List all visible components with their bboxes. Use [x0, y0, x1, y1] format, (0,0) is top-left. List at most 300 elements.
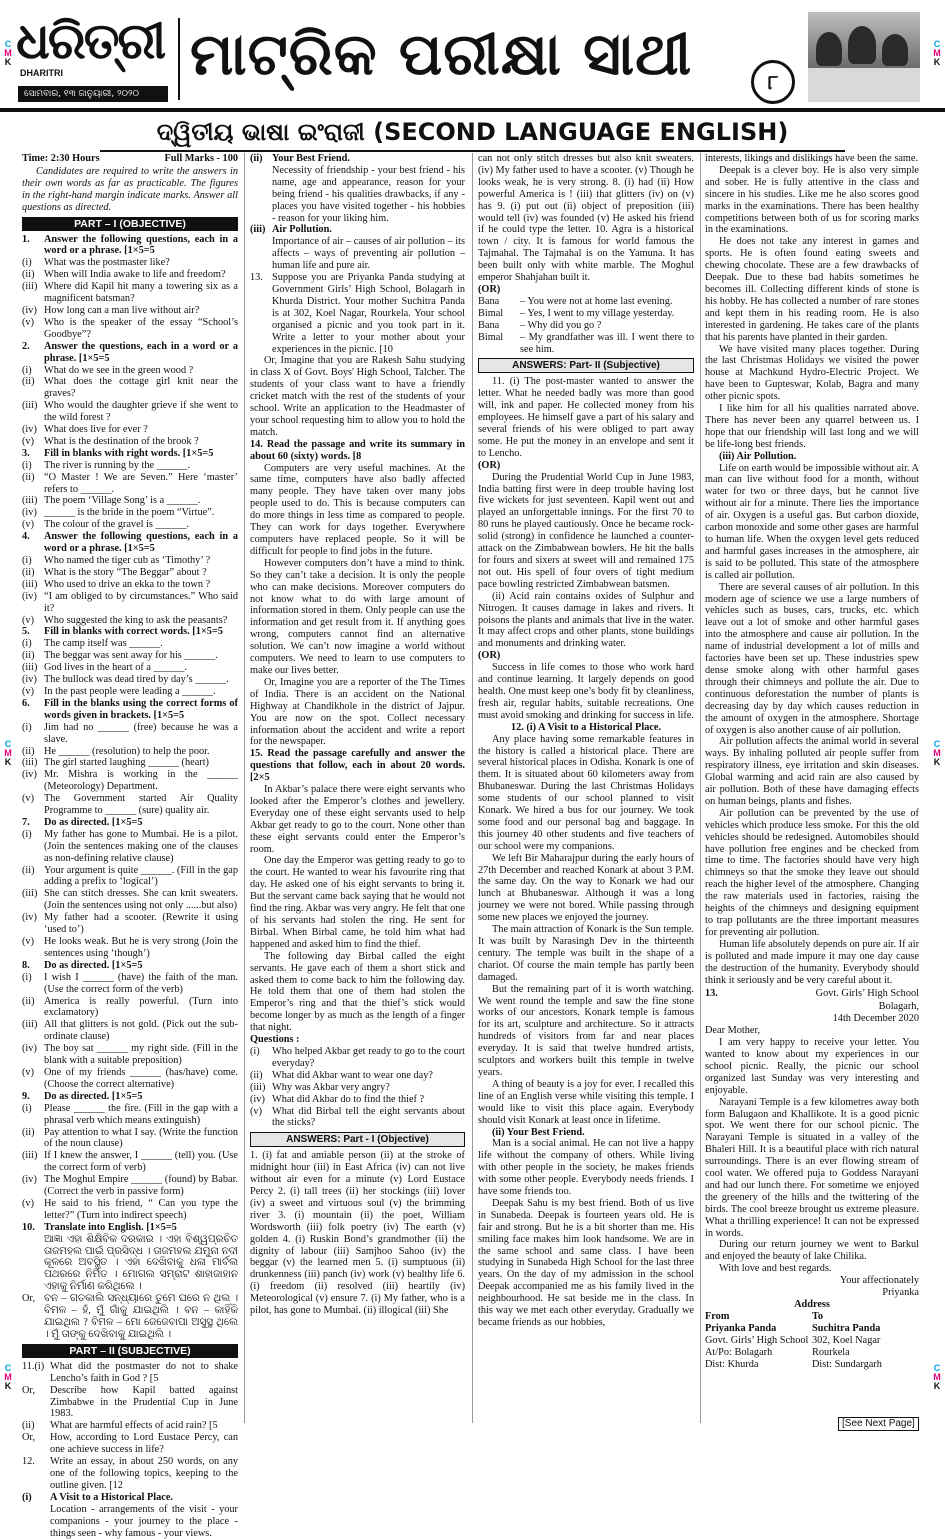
question-item-number: (iv) — [22, 674, 37, 686]
question-item-text: What do we see in the green wood ? — [44, 364, 194, 376]
question-item — [22, 519, 238, 531]
question-item-number: (i) — [22, 971, 32, 983]
question-item-text: Your Best Friend. — [272, 153, 350, 164]
question-item-number: (iii) — [22, 662, 38, 674]
questions-label: Questions : — [250, 1034, 300, 1046]
question-item-text: Please ______ the fire. (Fill in the gap with a phrasal verb which means extinguish) — [44, 1102, 238, 1126]
question-item-number: (i) — [22, 257, 32, 269]
question-item-text: Location - arrangements of the visit - your companions - your journey to the place - things seen - why famous - your views. — [50, 1503, 238, 1539]
question-item-text: The girl started laughing ______ (heart) — [44, 757, 209, 769]
question-item-number: 3. — [22, 447, 30, 459]
comprehension-question-text: Who helped Akbar get ready to go to the court everyday? — [272, 1045, 465, 1069]
to-label: To — [812, 1310, 824, 1322]
question-item — [22, 579, 238, 591]
question-item — [22, 341, 238, 365]
question-item-number: (i) — [22, 364, 32, 376]
question-item-number: Or, — [22, 1432, 36, 1444]
letter-paragraph: I am very happy to receive your letter. You wanted to know about my experiences in our school picnic. Really, the picnic our school organized last Sunday was very interesting and enjoyable. — [705, 1037, 919, 1096]
question-item-text: Jim had no ______ (free) because he was a slave. — [44, 721, 238, 745]
question-item-text: What does the cottage girl knit near the graves? — [44, 376, 238, 400]
question-item — [22, 365, 238, 377]
question-item-number: (iii) — [22, 757, 38, 769]
question-item — [22, 376, 238, 400]
question-item-number: 12. — [22, 1456, 35, 1468]
question-item-text: Do as directed. [1×5=5 — [44, 1090, 143, 1102]
essay-paragraph: Deepak is a clever boy. He is also very simple and sober. He is fully attentive in the class and sincere in his studies. Like me he also scores good marks in the examinations. There has been healthy competitions between both of us for scoring marks in the examinations. — [705, 164, 919, 236]
question-item-number: 8. — [22, 959, 30, 971]
question-item — [22, 317, 238, 341]
comprehension-question — [250, 1106, 465, 1130]
question-item — [250, 165, 465, 225]
to-name: Suchitra Panda — [812, 1322, 881, 1334]
from-line: At/Po: Bolagarh — [705, 1346, 773, 1358]
exam-time: Time: 2:30 Hours — [22, 153, 100, 164]
question-item — [22, 567, 238, 579]
question-item-number: (i) — [22, 1491, 32, 1503]
question-item-text: The bullock was dead tired by day’s ______. — [44, 674, 229, 686]
question-item-number: (ii) — [22, 376, 35, 388]
question-item-number: (i) — [22, 459, 32, 471]
section-title: ଦ୍ୱିତୀୟ ଭାଷା ଇଂରାଜୀ (SECOND LANGUAGE ENGLISH) — [156, 118, 789, 146]
question-item-text: What did the postmaster do not to shake Lencho’s faith in God ? [5 — [50, 1360, 238, 1384]
question-item — [22, 1067, 238, 1091]
question-item-text: I wish I ______ (have) the faith of the man. (Use the correct form of the verb) — [44, 971, 238, 995]
question-item — [22, 936, 238, 960]
divider — [178, 18, 180, 100]
question-item-text: Who named the tiger cub as ‘Timothy’ ? — [44, 555, 211, 566]
question-item-text: Necessity of friendship - your best friend - his name, age and appearance, reason for your being friend - his qualities drawbacks, if any - places you have visited together - his hobbies - reason for your liking him. — [272, 164, 465, 224]
question-item — [22, 269, 238, 281]
question-item — [22, 1432, 238, 1456]
question-item-number: (iii) — [250, 224, 266, 236]
essay-paragraph: Air pollution affects the animal world in several ways. By inhaling polluted air people suffer from respiratory illness, eye irritation and skin diseases. Global warming and acid rain are also caused by air pollution. Both of these have damaging effects on human beings, plants and fishes. — [705, 736, 919, 807]
question-14-alternative: Or, Imagine you are a reporter of the The Times of India. There is an accident on the National Highway at Chandikhole in the district of Jajpur. You are now on the spot. Collect necessary information about the accident and write a report for the newspaper. — [250, 676, 465, 748]
dialogue-line — [478, 320, 694, 332]
registration-marks-left: C M K — [4, 1363, 12, 1391]
question-item — [22, 1504, 238, 1539]
question-item-text: What does live for ever ? — [44, 424, 148, 436]
question-item-number: (v) — [22, 793, 35, 805]
dialogue-line-number: Bana — [478, 295, 500, 307]
comprehension-question-text: Why was Akbar very angry? — [272, 1081, 390, 1093]
comprehension-question-number: (i) — [250, 1045, 260, 1057]
question-item-number: 4. — [22, 531, 30, 543]
column-rule — [472, 153, 473, 1423]
question-item-number: (ii) — [22, 864, 35, 876]
question-item — [22, 615, 238, 627]
question-item-text: He said to his friend, “ Can you type the letter?” (Turn into indirect speech) — [44, 1197, 238, 1221]
question-item — [22, 1492, 238, 1504]
dialogue-line-number: Bana — [478, 319, 500, 331]
question-item-text: What are harmful effects of acid rain? [5 — [50, 1420, 218, 1432]
registration-marks-right: C M K — [933, 739, 941, 767]
letter-paragraph: Narayani Temple is a few kilometres away both form Balugaon and Khallikote. It is a good picnic spot. We went there for our school picnic. The Narayani Temple is situated in a valley of the Bhaleri Hill. It is a beautiful place with rich natural surroundings. There is an ever flowing stream of cool water. We offered puja to Goddess Narayani and had our lunch there. For sometime we enjoyed the greenery of the hills and the twittering of the birds. The cool breeze brought us extreme pleasure. What a thrilling experience! It can not be expressed in words. — [705, 1096, 919, 1239]
question-item — [22, 305, 238, 317]
dialogue-line-text: – Yes, I went to my village yesterday. — [520, 307, 675, 319]
question-item-text: How long can a man live without air? — [44, 304, 200, 316]
dialogue-line-number: Bimal — [478, 331, 504, 343]
question-item-number: 11.(i) — [22, 1360, 45, 1372]
question-item — [22, 1234, 238, 1294]
question-item — [22, 972, 238, 996]
to-line: Dist: Sundargarh — [812, 1358, 882, 1370]
question-item — [22, 1127, 238, 1151]
comprehension-passage-para: One day the Emperor was getting ready to go to the court. He wanted to wear his favourite ring that day. He asked one of his eight servants to bring it. But the servant came back saying that he would not find the ring. Akbar was very angry. He felt that one of his servants had stolen the ring. He sent for Birbal. When Birbal came, he told him what had happened and asked him to find the thief. — [250, 855, 465, 950]
question-item-text: Translate into English. [1×5=5 — [44, 1221, 177, 1233]
question-item — [22, 746, 238, 758]
question-item-text: Suppose you are Priyanka Panda studying at Government Girls’ High School, Bolagarh in Khurda District. Your mother Suchitra Panda is at 302, Koel Nagar, Rourkela. Your school organised a picnic and you took part in it. Write a letter to your mother about your experiences in the picnic. [10 — [272, 272, 465, 355]
part-1-questions — [22, 234, 238, 1341]
question-item-text: The camp itself was ______. — [44, 638, 163, 650]
question-item — [22, 1174, 238, 1198]
from-line: Govt. Girls’ High School — [705, 1334, 809, 1346]
logo-text: ଧରିତ୍ରୀ — [16, 12, 165, 70]
question-item-number: 9. — [22, 1090, 30, 1102]
registration-marks-right: C M K — [933, 1363, 941, 1391]
question-item — [22, 234, 238, 258]
question-item — [22, 507, 238, 519]
question-item — [22, 1222, 238, 1234]
comprehension-question — [250, 1046, 465, 1070]
comprehension-question-text: What did Birbal tell the eight servants about the sticks? — [272, 1105, 465, 1129]
question-item-number: (i) — [22, 828, 32, 840]
question-item-text: He looks weak. But he is very strong (Join the sentences using ‘though’) — [44, 936, 238, 959]
question-item-number: (v) — [22, 936, 35, 947]
column-4 — [705, 153, 919, 1403]
question-item-text: He ______ (resolution) to help the poor. — [44, 745, 210, 757]
column-3 — [478, 153, 694, 1423]
essay-paragraph: Man is a social animal. He can not live a happy life without the company of others. While living with other people in the society, he makes friends with some other people. Everybody needs friends. I have some friends too. — [478, 1138, 694, 1198]
letter-school: Govt. Girls’ High School — [815, 988, 919, 1000]
column-rule — [700, 153, 701, 1423]
letter-paragraph: With love and best regards. — [719, 1263, 832, 1275]
question-item — [22, 662, 238, 674]
essay-paragraph: There are several causes of air pollution. In this modern age of science we use a large numbers of vehicles such as buses, cars, trucks, etc. which leave out a lot of smoke and other harmful gases into the atmosphere and cause air pollution. In the name of industrial development a lot of mills and factories have been set up. These industries spew dense smoke along with other harmful gases through their chimneys and pollute the air. Due to continuous deforestation the number of plants is decreasing day by day which causes reduction in the amount of oxygen in the atmosphere. Shortage of oxygen is also another cause of air pollution. — [705, 581, 919, 736]
question-item-number: (ii) — [22, 650, 35, 662]
from-name: Priyanka Panda — [705, 1322, 777, 1334]
comprehension-question — [250, 1094, 465, 1106]
question-item — [22, 626, 238, 638]
question-item — [22, 722, 238, 746]
or-label: (OR) — [478, 459, 501, 471]
summary-passage-para: However computers don’t have a mind to think. So they can’t take a decision. It is only the people who can make decisions. Moreover computers do not know what to do with large amount of information stored in them. Only people can use the information and get result from it. If anything goes wrong, computers cannot find an alternative solution. We can’t now imagine a world without computers. We need to learn to use computers to make our lives better. — [250, 557, 465, 676]
question-item-number: (ii) — [22, 745, 35, 757]
question-item-number: 7. — [22, 816, 30, 828]
part-2-questions — [22, 1361, 238, 1539]
part-2-questions-continued — [250, 153, 465, 355]
question-item-text: Importance of air – causes of air pollution – its affects – ways of preventing air pollution – human life and pure air. — [272, 236, 466, 272]
question-15-prompt: 15. Read the passage carefully and answer the questions that follow, each in about 20 words. [2×5 — [250, 748, 465, 784]
question-item — [22, 531, 238, 555]
question-item-text: Fill in blanks with correct words. [1×5=5 — [44, 626, 223, 638]
essay-paragraph: The main attraction of Konark is the Sun temple. It was built by Narasingh Dev in the thirteenth century. The temple was built in the shape of a chariot. Of course the main temple has partly been damaged. — [478, 924, 694, 983]
question-item — [22, 448, 238, 460]
dialogue-answer — [478, 296, 694, 356]
comprehension-question-number: (ii) — [250, 1069, 263, 1081]
question-item — [22, 793, 238, 817]
question-item — [22, 555, 238, 567]
comprehension-passage-para: The following day Birbal called the eight servants. He gave each of them a short stick and asked them to come back to him the following day. He told them that one of them had stolen the Emperor’s ring and that the thief’s stick would become longer by as much as the length of a finger that night. — [250, 950, 465, 1034]
question-item-text: ଆଜ୍ଞା ଏହା ଶିକ୍ଷିବିକ ଦରକାର । ଏହା ବିଶ୍ୱପ୍ରଚିତ ତାଜମହଲ ପାଇଁ ପ୍ରସିଦ୍ଧ । ତାଜମହଲ ଯମୁନା ନଦୀ କୂଳରେ ଅବସ୍ଥିତ । ଏହା ଦେଖିବାକୁ ଧଳା ମାର୍ବଲ ପଥରରେ ନିର୍ମିତ । ମୋଗଲ ସମ୍ରାଟ ଶାହାଜାହାନ ଏହାକୁ ନିର୍ମାଣ କରିଥିଲେ । — [44, 1233, 238, 1293]
masthead — [0, 0, 945, 108]
answer-paragraph: 11. (i) The post-master wanted to answer the letter. What he needed badly was more than good will, ink and paper. He collected money from his employees. He himself gave a part of his salary and several friends of his were obliged to part away some. He put the money in an envelope and sent it to Lencho. — [478, 376, 694, 459]
question-item-number: (iv) — [22, 912, 37, 924]
question-item-number: (iv) — [22, 769, 37, 781]
letter-closing: Your affectionately — [839, 1275, 919, 1287]
question-item — [22, 960, 238, 972]
question-item-text: God lives in the heart of a ______. — [44, 662, 187, 674]
essay-paragraph: Any place having some remarkable features in the history is called a historical place. There are several historical places in Odisha. Konark is one of them. It is situated about 60 kilometers away from Bhubaneswar. During the last Christmas Holidays some students of our school planned to visit Konark. We hired a bus for our journey. We took some food and our personal bag and baggage. In this journey 40 other students and five teachers of our school were my companions. — [478, 733, 694, 852]
answer-paragraph: (ii) Acid rain contains oxides of Sulphur and Nitrogen. It causes damage in lakes and rivers. It poisons the plants and animals that live in the water. It may affect crops and other plants, stone buildings and monuments and drinking water. — [478, 590, 694, 650]
question-item-number: 5. — [22, 626, 30, 638]
question-item-number: Or, — [22, 1293, 36, 1305]
question-item-text: When will India awake to life and freedom? — [44, 269, 226, 281]
registration-marks-left: C M K — [4, 739, 12, 767]
part-1-heading: PART – I (OBJECTIVE) — [22, 217, 238, 231]
question-item-text: Your argument is quite ______. (Fill in the gap adding a prefix to ‘logical’) — [44, 864, 238, 888]
question-item — [22, 460, 238, 472]
letter-header — [705, 988, 919, 1000]
question-item — [22, 1456, 238, 1492]
essay-paragraph: interests, likings and dislikings have been the same. — [705, 153, 919, 164]
question-item-number: 6. — [22, 697, 30, 709]
question-item-text: Who is the speaker of the essay “School’s Goodbye”? — [44, 316, 238, 340]
question-item-number — [22, 1504, 50, 1539]
question-item-text: The Government started Air Quality Programme to ______ (sure) quality air. — [44, 793, 238, 817]
question-item-number: (iii) — [22, 400, 38, 412]
question-item-number: (v) — [22, 316, 35, 328]
question-item-number: (i) — [22, 721, 32, 733]
question-item — [22, 424, 238, 436]
question-item-text: Describe how Kapil batted against Zimbabwe in the Prudential Cup in June 1983. — [50, 1384, 238, 1420]
question-item — [22, 591, 238, 615]
question-item — [22, 757, 238, 769]
question-item — [22, 400, 238, 424]
question-item — [250, 224, 465, 236]
question-item-number: 10. — [22, 1221, 35, 1233]
question-item-number — [250, 165, 272, 225]
letter-signature: Priyanka — [882, 1287, 919, 1299]
question-item-number: (ii) — [22, 269, 35, 281]
question-item-number: (v) — [22, 435, 35, 447]
page-number-badge: ୮ — [751, 60, 795, 104]
essay-paragraph: We have visited many places together. During the last Christmas Holidays we visited the power house at Machkund Hydro-Electric Project. We have been to Gupteswar, Kolab, Bagra and many other picnic spots. — [705, 343, 919, 403]
question-item-text: How, according to Lord Eustace Percy, can one achieve success in life? — [50, 1432, 238, 1456]
comprehension-question — [250, 1070, 465, 1082]
question-item-text: “I am obliged to by circumstances.” Who said it? — [44, 590, 238, 614]
question-item — [22, 829, 238, 865]
essay-paragraph: I like him for all his qualities narrated above. There has never been any quarrel between us. I hope that our friendship will last long and we will be life-long best friends. — [705, 403, 919, 450]
question-13-alternative: Or, Imagine that you are Rakesh Sahu studying in class X of Govt. Boys' High School, Talcher. The students of your class want to have a friendly cricket match with the rest of the students of your school. Write an application to the Headmaster of your school requesting him to allow you to hold the match. — [250, 355, 465, 438]
question-item-number: (v) — [22, 614, 35, 626]
dialogue-line — [478, 308, 694, 320]
answers-part-1-heading: ANSWERS: Part - I (Objective) — [250, 1132, 465, 1147]
essay-paragraph: Air pollution can be prevented by the use of vehicles which produce less smoke. For this the old vehicles should be redesigned. Automobiles should have pollution free engines and be checked from time to time. The factories should have very high chimneys so that the smoke they leave out should reach the higher level of the atmosphere. Changing the raw materials used in factories, raising the heights of the chimneys and designing equipment to trap pollutants are the three important measures for preventing air pollution. — [705, 807, 919, 938]
section-title-rule — [100, 150, 845, 152]
see-next-page-note: [See Next Page] — [838, 1417, 919, 1431]
question-item-number: (i) — [22, 638, 32, 650]
question-item-text: The colour of the gravel is ______. — [44, 519, 189, 531]
question-item — [22, 817, 238, 829]
question-item-text: Answer the following questions, each in a word or a phrase. [1×5=5 — [44, 233, 238, 257]
question-item-text: Answer the following questions, each in a word or a phrase. [1×5=5 — [44, 531, 238, 555]
question-item-number: (ii) — [250, 153, 263, 164]
question-item-number: (v) — [22, 519, 35, 531]
essay-paragraph: Life on earth would be impossible without air. A man can live without food for a month, without water for two or three days, but he cannot live without air for a minute. There lies the importance of air. Oxygen is a useful gas. But carbon dioxide, carbon monoxide and some other gases are harmful to human life. When the oxygen level gets reduced and harmful gases increases in the atmosphere, air is said to be polluted. This state of the atmosphere is called air pollution. — [705, 462, 919, 581]
question-item — [22, 1019, 238, 1043]
comprehension-questions — [250, 1046, 465, 1129]
students-exam-photo — [808, 12, 920, 102]
comprehension-question — [250, 1082, 465, 1094]
essay-subtitle: (ii) Your Best Friend. — [492, 1126, 585, 1138]
answer-paragraph: Success in life comes to those who work hard and continue learning. It largely depends on good health. One must keep one’s body fit by cleanliness, fresh air, regular habits, suitable recreations. One must avoid smoking and drinking for success in life. — [478, 662, 694, 721]
question-item-number: (ii) — [22, 471, 35, 483]
essay-paragraph: He does not take any interest in games and sports. He is often found eating sweets and chewing chocolate. These are a few drawbacks of Deepak. Due to these bad habits sometimes he becomes ill. Collecting different kinds of stone is his hobby. He has collected a number of rare stones and kept them in his reading room. He is also interested in gardening. He takes care of the plants that his parents have planted in their garden. — [705, 236, 919, 343]
question-item — [22, 1198, 238, 1222]
question-item-number: (i) — [22, 1102, 32, 1114]
question-item-text: If I knew the answer, I ______ (tell) you. (Use the correct form of verb) — [44, 1150, 238, 1174]
question-item — [22, 1361, 238, 1385]
question-item-number: (iii) — [22, 495, 38, 507]
question-item-number: Or, — [22, 1384, 36, 1396]
question-item-text: She can stitch dresses. She can knit sweaters. (Join the sentences using not only ......but also) — [44, 888, 238, 912]
registration-marks-right: C M K — [933, 39, 941, 67]
question-item-text: In the past people were leading a ______. — [44, 685, 216, 697]
question-item — [22, 650, 238, 662]
question-item-text: A Visit to a Historical Place. — [50, 1491, 173, 1503]
question-item — [22, 1103, 238, 1127]
essay-paragraph: Human life absolutely depends on pure air. If air is polluted and made impure it may one day cause the destruction of the humanity. Everybody should think it seriously and be very careful about it. — [705, 938, 919, 986]
question-item — [22, 865, 238, 889]
exam-marks: Full Marks - 100 — [164, 153, 238, 164]
question-item — [22, 1293, 238, 1341]
question-item-number: 1. — [22, 233, 30, 245]
question-item-text: Do as directed. [1×5=5 — [44, 959, 143, 971]
question-item — [22, 912, 238, 936]
question-item — [22, 698, 238, 722]
essay-paragraph: We left Bir Maharajpur during the early hours of 27th December and reached Konark at about 3 P.M. the same day. On the way to Konark we had our lunch at Bhubaneswar. Although it was a long journey we were not bored. While passing through some new places we enjoyed the journey. — [478, 852, 694, 924]
question-item — [250, 153, 465, 165]
question-item-text: Write an essay, in about 250 words, on any one of the following topics, keeping to the outline given. [12 — [50, 1456, 238, 1491]
question-item-text: One of my friends ______ (has/have) come. (Choose the correct alternative) — [44, 1066, 238, 1090]
question-item — [250, 272, 465, 355]
question-14-prompt: 14. Read the passage and write its summary in about 60 (sixty) words. [8 — [250, 438, 465, 462]
question-item-number: (ii) — [22, 566, 35, 578]
dialogue-line-text: – Why did you go ? — [520, 319, 602, 331]
summary-passage-para: Computers are very useful machines. At the same time, computers have also badly affected many people. They have taken over many jobs people used to do. This is because computers can do more things in less time as compared to people. They can work for days together. Everywhere computers have replaced people. So it will be difficult for people to find jobs in the future. — [250, 462, 465, 557]
question-item — [22, 686, 238, 698]
question-item-number: (v) — [22, 685, 35, 697]
question-item-number: (i) — [22, 555, 32, 566]
question-item-number: (ii) — [22, 1126, 35, 1138]
question-item-number: (v) — [22, 1197, 35, 1209]
from-line: Dist: Khurda — [705, 1358, 759, 1370]
question-item-text: What was the postmaster like? — [44, 257, 170, 269]
question-item-text: Who would the daughter grieve if she went to the wild forest ? — [44, 400, 238, 424]
answers-part-1-text: 1. (i) fat and amiable person (ii) at the stroke of midnight hour (iii) in East Africa (iv) can not live without air even for a minute (v) Lord Eustace Percy 2. (i) tall trees (ii) her stockings (iii) lover (iv) a sweet and virtuous soul (v) the brimming river 3. (i) mountain (ii) the poet, William Wordsworth (iii) folk poetry (iv) The earth (v) golden 4. (i) Ruskin Bond’s grandmother (ii) the dignity of labour (iii) Samjhoo Sahoo (iv) the beggar (v) the learned men 5. (i) sumptuous (ii) drunkenness (iii) panch (iv) work (v) healthy life 6. (i) freedom (ii) resolved (iii) heartily (iv) Meteorological (v) ensure 7. (i) My father, who is a pilot, has gone to Mumbai. (ii) illogical (iii) She — [250, 1150, 465, 1317]
dateline: ସୋମବାର, ୧୩ ଜାନୁୟାରୀ, ୨୦୨୦ — [18, 86, 168, 102]
address-label: Address — [794, 1299, 830, 1310]
question-item-number: 2. — [22, 340, 30, 352]
question-item-text: America is really powerful. (Turn into exclamatory) — [44, 995, 238, 1019]
dialogue-line-text: – You were not at home last evening. — [520, 295, 673, 307]
answers-part-2-heading: ANSWERS: Part- II (Subjective) — [478, 358, 694, 373]
or-label: (OR) — [478, 650, 501, 662]
question-item-text: Mr. Mishra is working in the ______ (Meteorology) Department. — [44, 769, 238, 793]
exam-header — [22, 153, 238, 165]
question-item-text: ______ is the bride in the poem “Virtue”. — [44, 507, 215, 519]
dialogue-line — [478, 296, 694, 308]
essay-subtitle: (iii) Air Pollution. — [719, 450, 797, 462]
question-item-text: “O Master ! We are Seven.” Here ‘master’ refers to ______. — [44, 471, 238, 495]
question-item — [250, 236, 465, 272]
question-item-number: (iii) — [22, 281, 38, 293]
question-item — [22, 888, 238, 912]
essay-paragraph: A thing of beauty is a joy for ever. I recalled this line of an English verse while visiting this temple. I would like to visit this place again. Everybody should visit Konark at least once in lifetime. — [478, 1078, 694, 1126]
question-item-text: What is the destination of the brook ? — [44, 435, 199, 447]
comprehension-question-number: (iii) — [250, 1081, 266, 1093]
essay-paragraph: Deepak Sahu is my best friend. Both of us live in Sunabeda. Deepak is fourteen years old. He is fair and strong. But he is a bit shorter than me. His smiling face makes him look handsome. We are in the same school and same class. I have been studying in Sunabeda High School for the last three years. On the day of my admission in the school Deepak accompanied me as his family lived in the neighbourhood. He sat beside me in the class. In this way we met each other everyday. Gradually we became friends as our hobbies, — [478, 1197, 694, 1328]
question-item-number: (iv) — [22, 1174, 37, 1186]
question-item-number: (iv) — [22, 304, 37, 316]
letter-paragraph: During our return journey we went to Barkul and enjoyed the beauty of lake Chilika. — [705, 1239, 919, 1263]
letter-number: 13. — [705, 988, 718, 1000]
question-item-text: Pay attention to what I say. (Write the function of the noun clause) — [44, 1126, 238, 1150]
question-item — [22, 1043, 238, 1067]
question-item-number: (iv) — [22, 1043, 37, 1055]
comprehension-question-text: What did Akbar do to find the thief ? — [272, 1093, 425, 1105]
dialogue-line-text: – My grandfather was ill. I went there to see him. — [520, 331, 694, 355]
from-label: From — [705, 1310, 730, 1322]
logo-subtext: DHARITRI — [20, 68, 63, 78]
question-item-number: (iv) — [22, 507, 37, 519]
question-item-text: My father has gone to Mumbai. He is a pilot. (Join the sentences making one of the clauses as non-defining relative clause) — [44, 828, 238, 864]
question-item — [22, 1091, 238, 1103]
letter-salutation: Dear Mother, — [705, 1025, 761, 1037]
question-item-number: (ii) — [22, 1420, 35, 1432]
question-item — [22, 1420, 238, 1432]
question-item-number: 13. — [250, 272, 263, 284]
question-item — [22, 996, 238, 1020]
question-item-number — [250, 236, 272, 272]
question-item-text: Answer the questions, each in a word or a phrase. [1×5=5 — [44, 340, 238, 364]
question-item-text: Fill in blanks with right words. [1×5=5 — [44, 447, 214, 459]
question-item-text: The poem ‘Village Song’ is a ______. — [44, 495, 201, 507]
registration-marks-left: C M K — [4, 39, 12, 67]
question-item-number: (iv) — [22, 590, 37, 602]
question-item-text: The river is running by the ______. — [44, 459, 191, 471]
question-item-text: Who used to drive an ekka to the town ? — [44, 578, 211, 590]
question-item-number: (iii) — [22, 1150, 38, 1162]
dialogue-line — [478, 332, 694, 356]
question-item-text: ବନ – ଗତକାଲି ସନ୍ଧ୍ୟାରେ ତୁମେ ଘରେ ନ ଥିଲ । ବିମଳ – ହଁ, ମୁଁ ଗାଁକୁ ଯାଇଥିଲି । ବନ – କାହିଁକି ଯାଇଥିଲ ? ବିମଳ – ମୋ ଜେଜେବାପା ଅସୁସ୍ଥ ଥିଲେ । ମୁଁ ତାଙ୍କୁ ଦେଖିବାକୁ ଯାଇଥିଲି । — [44, 1293, 238, 1340]
question-item-number — [22, 1234, 44, 1294]
or-label: (OR) — [478, 283, 501, 295]
question-item-text: Do as directed. [1×5=5 — [44, 816, 143, 828]
question-item — [22, 472, 238, 496]
question-item — [22, 495, 238, 507]
essay-paragraph: But the remaining part of it is worth watching. We went round the temple and saw the fine stone works of our ancestors. Konark temple is famous for its art, sculpture and architecture. So it attracts hundreds of visitors from far and near places everyday. It is said that twelve hundred artists, sculptors and workers built this temple in twelve years. — [478, 983, 694, 1078]
question-item-text: Fill in the blanks using the correct forms of words given in brackets. [1×5=5 — [44, 697, 238, 721]
letter-date: 14th December 2020 — [832, 1013, 919, 1025]
comprehension-question-number: (v) — [250, 1105, 263, 1117]
question-item-text: Air Pollution. — [272, 224, 332, 236]
question-item-number: (iii) — [22, 888, 38, 900]
column-rule — [244, 153, 245, 1423]
page-banner-title: ମାଟ୍ରିକ ପରୀକ୍ଷା ସାଥୀ — [190, 20, 693, 88]
question-item-number: (ii) — [22, 995, 35, 1007]
question-item-number: (v) — [22, 1066, 35, 1078]
